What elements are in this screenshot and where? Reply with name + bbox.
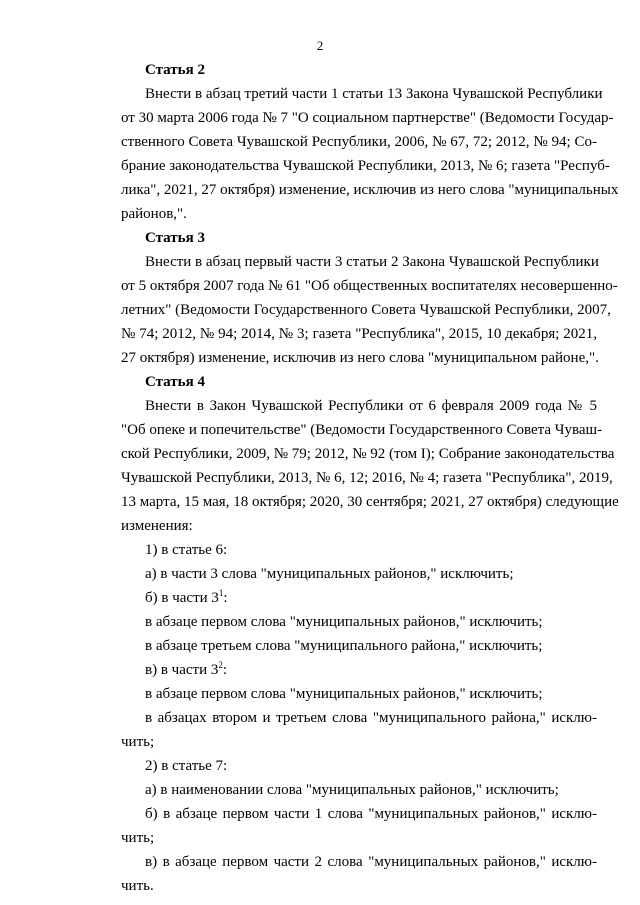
item-1c-heading bbox=[145, 662, 227, 679]
item-1b-superscript: 1 bbox=[218, 588, 224, 598]
article-4-line: ской Республики, 2009, № 79; 2012, № 92 (том I); Собрание законодательства bbox=[121, 446, 615, 462]
item-1c-paragraph: в абзацах втором и третьем слова "муниципального района," исклю- bbox=[145, 710, 597, 726]
article-4-line: 13 марта, 15 мая, 18 октября; 2020, 30 сентября; 2021, 27 октября) следующие bbox=[121, 494, 619, 510]
article-2-line: брание законодательства Чувашской Республики, 2013, № 6; газета "Респуб- bbox=[121, 158, 610, 174]
item-1b-heading bbox=[145, 590, 228, 607]
item-1c-superscript: 2 bbox=[218, 660, 223, 670]
item-1c-paragraph: в абзаце первом слова "муниципальных районов," исключить; bbox=[145, 686, 543, 702]
article-4-line: "Об опеке и попечительстве" (Ведомости Государственного Совета Чуваш- bbox=[121, 422, 603, 438]
article-2-line: от 30 марта 2006 года № 7 "О социальном партнерстве" (Ведомости Государ- bbox=[121, 110, 614, 126]
article-4-heading: Статья 4 bbox=[145, 374, 205, 390]
article-2-line: ственного Совета Чувашской Республики, 2006, № 67, 72; 2012, № 94; Со- bbox=[121, 134, 597, 150]
item-1b-text: б) в части 3 bbox=[145, 590, 219, 606]
item-1b-paragraph: в абзаце первом слова "муниципальных районов," исключить; bbox=[145, 614, 543, 630]
item-2c: чить. bbox=[121, 878, 154, 894]
article-3-line: Внести в абзац первый части 3 статьи 2 Закона Чувашской Республики bbox=[145, 254, 599, 270]
item-1c-colon: : bbox=[222, 662, 228, 678]
item-1-heading: 1) в статье 6: bbox=[145, 542, 228, 558]
item-2b: б) в абзаце первом части 1 слова "муниципальных районов," исклю- bbox=[145, 806, 597, 822]
article-2-line: Внести в абзац третий части 1 статьи 13 Закона Чувашской Республики bbox=[145, 86, 603, 102]
article-4-line: изменения: bbox=[121, 518, 193, 534]
article-3-line: 27 октября) изменение, исключив из него слова "муниципальном районе,". bbox=[121, 350, 599, 366]
item-1b-paragraph: в абзаце третьем слова "муниципального района," исключить; bbox=[145, 638, 543, 654]
article-2-line: лика", 2021, 27 октября) изменение, исключив из него слова "муниципальных bbox=[121, 182, 619, 198]
article-4-line: Внести в Закон Чувашской Республики от 6 февраля 2009 года № 5 bbox=[145, 398, 597, 414]
article-3-line: от 5 октября 2007 года № 61 "Об общественных воспитателях несовершенно- bbox=[121, 278, 618, 294]
item-1b-colon: : bbox=[223, 590, 228, 606]
article-3-line: летних" (Ведомости Государственного Совета Чувашской Республики, 2007, bbox=[121, 302, 611, 318]
item-1a: а) в части 3 слова "муниципальных районов," исключить; bbox=[145, 566, 514, 582]
item-2b: чить; bbox=[121, 830, 155, 846]
article-4-line: Чувашской Республики, 2013, № 6, 12; 2016, № 4; газета "Республика", 2019, bbox=[121, 470, 613, 486]
item-2a: а) в наименовании слова "муниципальных районов," исключить; bbox=[145, 782, 559, 798]
item-2-heading: 2) в статье 7: bbox=[145, 758, 228, 774]
item-2c: в) в абзаце первом части 2 слова "муниципальных районов," исклю- bbox=[145, 854, 597, 870]
article-3-line: № 74; 2012, № 94; 2014, № 3; газета "Республика", 2015, 10 декабря; 2021, bbox=[121, 326, 597, 342]
article-3-heading: Статья 3 bbox=[145, 230, 205, 246]
item-1c-paragraph: чить; bbox=[121, 734, 155, 750]
item-1c-text: в) в части 3 bbox=[145, 662, 219, 678]
article-2-heading: Статья 2 bbox=[145, 62, 205, 78]
page-number: 2 bbox=[316, 38, 324, 53]
article-2-line: районов,". bbox=[121, 206, 187, 222]
